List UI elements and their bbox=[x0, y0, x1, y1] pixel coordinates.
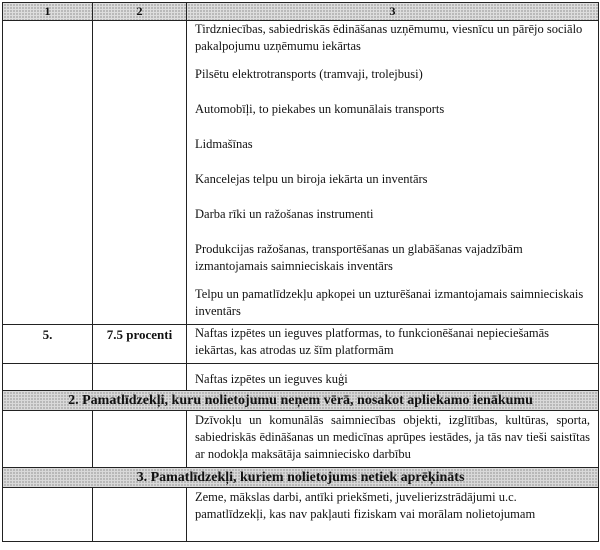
group-5-rate: 7.5 procenti bbox=[93, 325, 187, 364]
section-2-description: Dzīvokļu un komunālās saimniecības objekti, izglītības, kultūras, sporta, sabiedriskās ēdināšanas un medicīnas aprūpes iestādes, ja tās nav tieši saistītas ar nodokļa maksātāja saimniecisko darbību bbox=[187, 411, 599, 468]
depreciation-table bbox=[2, 2, 599, 542]
section-2-row bbox=[3, 411, 599, 468]
group-5-row-b bbox=[3, 364, 599, 391]
list-item: Naftas izpētes un ieguves kuģi bbox=[195, 372, 348, 386]
section-3-row bbox=[3, 488, 599, 542]
list-item: Produkcijas ražošanas, transportēšanas un glabāšanas vajadzībām izmantojamais saimnieciskais inventārs bbox=[195, 242, 523, 273]
list-item: Tirdzniecības, sabiedriskās ēdināšanas uzņēmumu, viesnīcu un pārējo sociālo pakalpojumu uzņēmumu iekārtas bbox=[195, 22, 583, 53]
list-item: Automobīļi, to piekabes un komunālais transports bbox=[195, 102, 445, 116]
header-row bbox=[3, 3, 599, 21]
group-4-items-cell bbox=[187, 21, 599, 325]
section-3-title: 3. Pamatlīdzekļi, kuriem nolietojums netiek aprēķināts bbox=[3, 468, 599, 488]
section-2-heading-row bbox=[3, 391, 599, 411]
section-2-empty-cell bbox=[3, 411, 93, 468]
group-5-item-1: Naftas izpētes un ieguves platformas, to funkcionēšanai nepieciešamās iekārtas, kas atrodas uz šīm platformām bbox=[187, 325, 599, 364]
group-5-empty-cell bbox=[93, 364, 187, 391]
group-5-row-a bbox=[3, 325, 599, 364]
group-4-row bbox=[3, 21, 599, 325]
group-4-rate-cell bbox=[93, 21, 187, 325]
list-item: Darba rīki un ražošanas instrumenti bbox=[195, 207, 374, 221]
list-item: Lidmašīnas bbox=[195, 137, 253, 151]
group-4-number-cell bbox=[3, 21, 93, 325]
list-item: Pilsētu elektrotransports (tramvaji, trolejbusi) bbox=[195, 67, 423, 81]
header-col-1: 1 bbox=[3, 3, 93, 21]
group-5-number: 5. bbox=[3, 325, 93, 364]
section-3-heading-row bbox=[3, 468, 599, 488]
group-5-empty-cell bbox=[3, 364, 93, 391]
section-3-description: Zeme, mākslas darbi, antīki priekšmeti, juvelierizstrādājumi u.c. pamatlīdzekļi, kas nav pakļauti fiziskam vai morālam nolietojumam bbox=[187, 488, 599, 542]
group-5-item-2 bbox=[187, 364, 599, 391]
header-col-3: 3 bbox=[187, 3, 599, 21]
list-item: Telpu un pamatlīdzekļu apkopei un uzturēšanai izmantojamais saimnieciskais inventārs bbox=[195, 287, 584, 318]
header-col-2: 2 bbox=[93, 3, 187, 21]
section-3-empty-cell bbox=[93, 488, 187, 542]
section-3-empty-cell bbox=[3, 488, 93, 542]
section-2-title: 2. Pamatlīdzekļi, kuru nolietojumu neņem vērā, nosakot apliekamo ienākumu bbox=[3, 391, 599, 411]
list-item: Kancelejas telpu un biroja iekārta un inventārs bbox=[195, 172, 428, 186]
section-2-empty-cell bbox=[93, 411, 187, 468]
